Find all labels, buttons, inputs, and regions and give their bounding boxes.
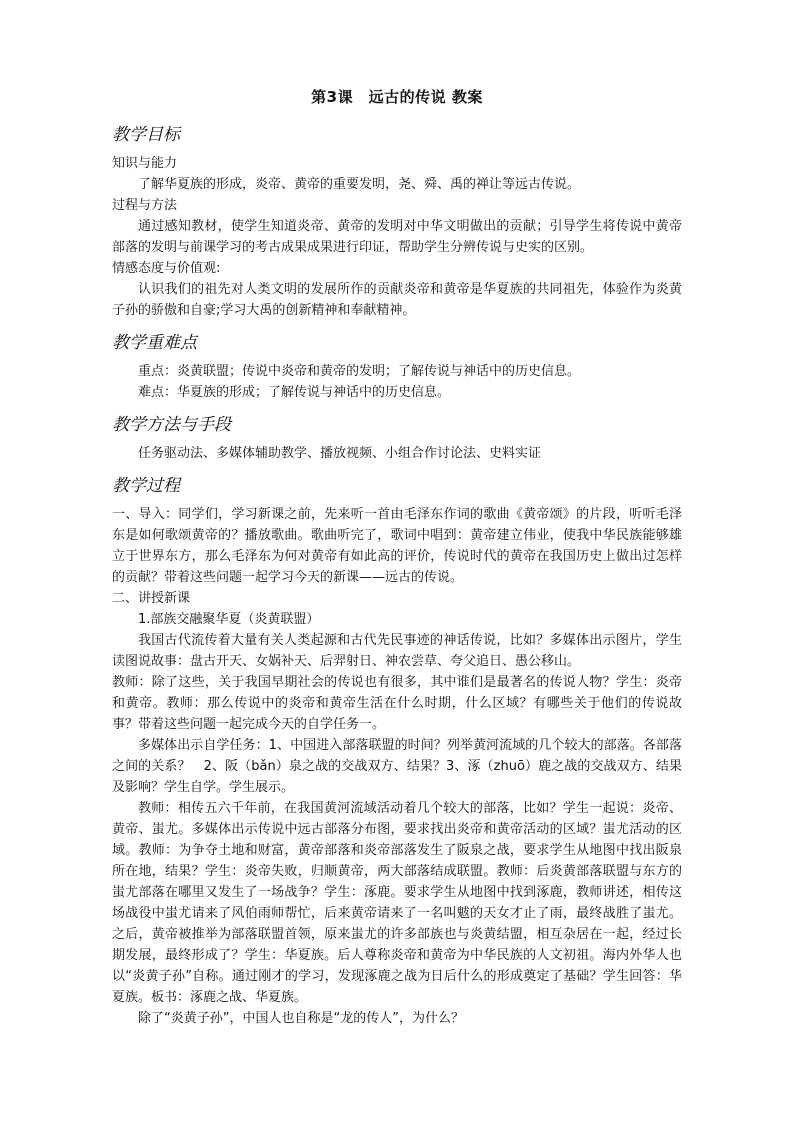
heading-teaching-process: 教学过程 (112, 476, 180, 496)
text-methods: 任务驱动法、多媒体辅助教学、播放视频、小组合作讨论法、史料实证 (138, 446, 542, 461)
text-process-method: 通过感知教材，使学生知道炎帝、黄帝的发明对中华文明做出的贡献；引导学生将传说中黄帝部落的发明与前课学习的考古成果成果进行印证，帮助学生分辨传说与史实的区别。 (112, 219, 682, 255)
text-subsection-1: 1.部族交融聚华夏（炎黄联盟） (138, 612, 320, 627)
text-emotion: 认识我们的祖先对人类文明的发展所作的贡献炎帝和黄帝是华夏族的共同祖先，体验作为炎黄子孙的骄傲和自豪;学习大禹的创新精神和奉献精神。 (112, 282, 682, 318)
heading-teaching-goals: 教学目标 (112, 125, 180, 145)
heading-key-points: 教学重难点 (112, 333, 197, 353)
label-emotion: 情感态度与价值观: (112, 261, 221, 276)
label-knowledge: 知识与能力 (112, 156, 178, 171)
text-new-lesson: 二、讲授新课 (112, 591, 191, 606)
paragraph-2: 教师：除了这些，关于我国早期社会的传说也有很多，其中谁们是最著名的传说人物？学生：炎帝和黄帝。教师：那么传说中的炎帝和黄帝生活在什么时期，什么区域？有哪些关于他们的传说故事？带着这些问题一起完成今天的自学任务一。 (112, 675, 682, 732)
label-process-method: 过程与方法 (112, 198, 178, 213)
text-important-point: 重点：炎黄联盟；传说中炎帝和黄帝的发明；了解传说与神话中的历史信息。 (138, 364, 581, 379)
paragraph-4: 教师：相传五六千年前，在我国黄河流域活动着几个较大的部落，比如？学生一起说：炎帝、黄帝、蚩尤。多媒体出示传说中远古部落分布图，要求找出炎帝和黄帝活动的区域？蚩尤活动的区域。教师：为争夺土地和财富，黄帝部落和炎帝部落发生了阪泉之战，要求学生从地图中找出阪泉所在地，结果？学生：炎帝失败，归顺黄帝，两大部落结成联盟。教师：后炎黄部落联盟与东方的蚩尤部落在哪里又发生了一场战争？学生：涿鹿。要求学生从地图中找到涿鹿，教师讲述，相传这场战役中蚩尤请来了风伯雨师帮忙，后来黄帝请来了一名叫魃的天女才止了雨，最终战胜了蚩尤。之后，黄帝被推举为部落联盟首领，原来蚩尤的许多部族也与炎黄结盟，相互杂居在一起，经过长期发展，最终形成了？学生：华夏族。后人尊称炎帝和黄帝为中华民族的人文初祖。海内外华人也以“炎黄子孙”自称。通过刚才的学习，发现涿鹿之战为日后什么的形成奠定了基础？学生回答：华夏族。板书：涿鹿之战、华夏族。 (112, 801, 682, 1005)
paragraph-3: 多媒体出示自学任务：1、中国进入部落联盟的时间？列举黄河流域的几个较大的部落。各部落之间的关系？ 2、阪（bǎn）泉之战的交战双方、结果？3、涿（zhuō）鹿之战的交战双方、结果及影响？学生自学。学生展示。 (112, 738, 682, 795)
text-difficult-point: 难点：华夏族的形成；了解传说与神话中的历史信息。 (138, 385, 451, 400)
heading-methods: 教学方法与手段 (112, 415, 231, 435)
paragraph-1: 我国古代流传着大量有关人类起源和古代先民事迹的神话传说，比如？多媒体出示图片，学生读图说故事：盘古开天、女娲补天、后羿射日、神农尝草、夸父追日、愚公移山。 (112, 633, 682, 669)
text-knowledge: 了解华夏族的形成，炎帝、黄帝的重要发明，尧、舜、禹的禅让等远古传说。 (138, 177, 581, 192)
document-title: 第3课 远古的传说 教案 (311, 88, 483, 106)
paragraph-5: 除了“炎黄子孙”，中国人也自称是“龙的传人”，为什么？ (138, 1011, 464, 1026)
text-intro: 一、导入：同学们，学习新课之前，先来听一首由毛泽东作词的歌曲《黄帝颂》的片段，听听毛泽东是如何歌颂黄帝的？播放歌曲。歌曲听完了，歌词中唱到：黄帝建立伟业，使我中华民族能够雄立于世界东方，那么毛泽东为何对黄帝有如此高的评价，传说时代的黄帝在我国历史上做出过怎样的贡献？带着这些问题一起学习今天的新课——远古的传说。 (112, 507, 682, 585)
